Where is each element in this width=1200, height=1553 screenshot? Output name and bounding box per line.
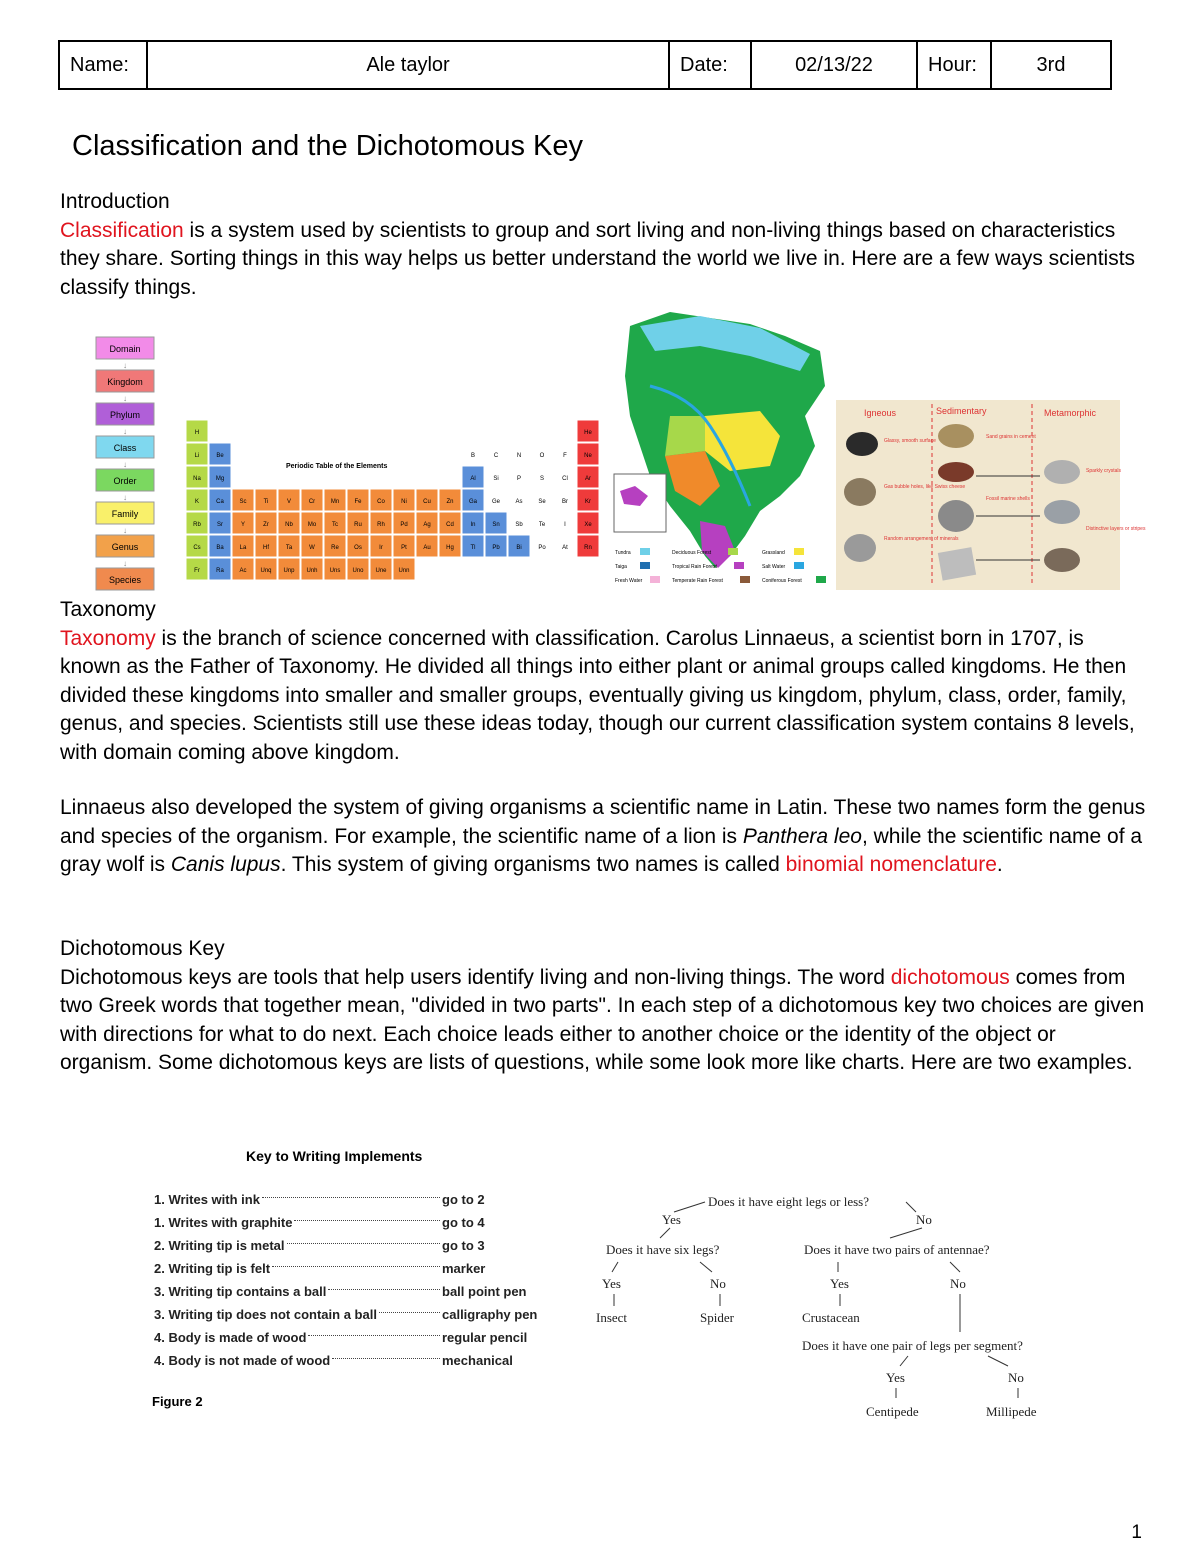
level-label-order: Order (113, 476, 137, 486)
dichotomous-heading: Dichotomous Key (60, 937, 225, 960)
legend-swatch-freshwater (650, 576, 660, 583)
rock-limestone (938, 500, 974, 532)
writing-key-row (154, 1303, 558, 1326)
igneous-caption-2: Gas bubble holes, like Swiss cheese (884, 484, 966, 490)
rock-slate (1044, 500, 1080, 524)
met-caption-1: Sparkly crystals (1086, 468, 1122, 474)
element-symbol: Y (240, 522, 246, 528)
level-arrow: ↓ (123, 493, 127, 502)
element-symbol: Rn (584, 545, 592, 551)
legend-rainforest: Tropical Rain Forest (672, 564, 717, 570)
element-symbol: He (584, 430, 592, 436)
element-symbol: Ga (468, 499, 478, 505)
element-symbol: Re (331, 545, 339, 551)
q2-yes: Yes (602, 1276, 621, 1291)
taxonomy-heading: Taxonomy (60, 598, 156, 621)
dichotomous-paragraph (60, 964, 1150, 1078)
element-symbol: Ti (263, 499, 269, 505)
rock-types-image (836, 400, 1146, 590)
element-symbol: V (286, 499, 292, 505)
element-symbol: Unn (398, 568, 410, 574)
sed-caption-1: Sand grains in cement (986, 434, 1036, 440)
element-symbol: Fe (354, 499, 362, 505)
q4-no-line (988, 1356, 1008, 1366)
binomial-text-1: Linnaeus also developed the system of giving organisms a scientific name in Latin. These two names form the genus and species of the organism. For example, the scientific name of a lion is (60, 796, 1146, 848)
writing-key-result: go to 4 (442, 1215, 485, 1230)
element-symbol: I (564, 522, 566, 528)
dichotomous-text-1: Dichotomous keys are tools that help users identify living and non-living things. The word (60, 965, 891, 989)
taxonomy-section (60, 596, 1150, 767)
level-label-domain: Domain (109, 344, 141, 354)
element-symbol: Mn (330, 499, 340, 505)
legend-freshwater: Fresh Water (615, 578, 643, 584)
crustacean-result: Crustacean (802, 1310, 860, 1325)
element-symbol: Uns (329, 568, 341, 574)
element-symbol: Cs (193, 545, 201, 551)
element-symbol: Al (470, 476, 476, 482)
q1-no-line (906, 1202, 916, 1212)
element-symbol: In (470, 522, 476, 528)
element-symbol: La (239, 545, 247, 551)
element-symbol: Pt (401, 545, 407, 551)
element-symbol: Zr (263, 522, 269, 528)
writing-key-step: 1. Writes with graphite (154, 1215, 293, 1230)
hour-value: 3rd (991, 41, 1111, 89)
element-symbol: O (539, 453, 545, 459)
element-symbol: Os (354, 545, 362, 551)
writing-key-step: 3. Writing tip does not contain a ball (154, 1307, 377, 1322)
legend-swatch-rainforest (734, 562, 744, 569)
periodic-table-image (186, 420, 602, 585)
millipede-result: Millipede (986, 1404, 1037, 1419)
element-symbol: Sr (217, 522, 223, 528)
legend-swatch-temperate (740, 576, 750, 583)
biome-map-image (610, 306, 830, 592)
q4-text: Does it have one pair of legs per segment? (802, 1338, 1023, 1353)
level-arrow: ↓ (123, 394, 127, 403)
writing-key-dots (328, 1289, 440, 1290)
writing-key-row (154, 1234, 558, 1257)
writing-key-step: 1. Writes with ink (154, 1192, 260, 1207)
taxonomy-term: Taxonomy (60, 626, 156, 650)
legend-saltwater: Salt Water (762, 564, 786, 570)
writing-key-result: ball point pen (442, 1284, 527, 1299)
rock-gneiss (1044, 548, 1080, 572)
hour-label: Hour: (917, 41, 991, 89)
element-symbol: Mo (307, 522, 317, 528)
binomial-text-3: . This system of giving organisms two names is called (280, 853, 786, 876)
legend-grassland: Grassland (762, 550, 785, 556)
element-symbol: S (539, 476, 545, 482)
element-symbol: Sc (239, 499, 247, 505)
element-symbol: Pb (492, 545, 500, 551)
writing-key-dots (287, 1243, 440, 1244)
writing-key-image (150, 1142, 560, 1422)
element-symbol: H (194, 430, 200, 436)
writing-key-dots (262, 1197, 440, 1198)
binomial-paragraph (60, 794, 1150, 880)
q3-no: No (950, 1276, 966, 1291)
element-symbol: Te (538, 522, 546, 528)
legend-swatch-deciduous (728, 548, 738, 555)
element-symbol: Unh (306, 568, 318, 574)
q3-yes: Yes (830, 1276, 849, 1291)
level-arrow: ↓ (123, 427, 127, 436)
element-symbol: Uno (352, 568, 364, 574)
writing-key-row (154, 1326, 558, 1349)
rock-marble (1044, 460, 1080, 484)
writing-key-list (154, 1188, 558, 1372)
q1-no-arrow (890, 1228, 922, 1238)
igneous-caption-3: Random arrangement of minerals (884, 536, 959, 542)
writing-key-dots (294, 1220, 440, 1221)
legend-taiga: Taiga (615, 564, 627, 570)
q1-text: Does it have eight legs or less? (708, 1194, 870, 1209)
legend-temperate: Temperate Rain Forest (672, 578, 723, 584)
element-symbol: Xe (584, 522, 592, 528)
legend-coniferous: Coniferous Forest (762, 578, 802, 584)
writing-key-dots (308, 1335, 440, 1336)
element-symbol: Au (423, 545, 431, 551)
name-value: Ale taylor (147, 41, 669, 89)
q1-yes: Yes (662, 1212, 681, 1227)
level-label-genus: Genus (111, 542, 139, 552)
element-symbol: At (562, 545, 568, 551)
element-symbol: Une (375, 568, 387, 574)
level-arrow: ↓ (123, 559, 127, 568)
element-symbol: Hf (263, 545, 269, 551)
element-symbol: Pd (400, 522, 408, 528)
rock-shale (938, 462, 974, 482)
intro-section (60, 188, 1150, 302)
page-title: Classification and the Dichotomous Key (72, 130, 583, 162)
element-symbol: Sb (515, 522, 523, 528)
element-symbol: Li (194, 453, 200, 459)
sedimentary-label: Sedimentary (936, 406, 987, 416)
writing-key-result: go to 3 (442, 1238, 485, 1253)
igneous-label: Igneous (864, 408, 897, 418)
figure-label: Figure 2 (152, 1394, 203, 1409)
writing-key-row (154, 1349, 558, 1372)
element-symbol: Br (562, 499, 568, 505)
element-symbol: Ag (423, 522, 431, 528)
name-label: Name: (59, 41, 147, 89)
insect-result: Insect (596, 1310, 628, 1325)
binomial-text-2: , while the scientific name of a gray wolf is (60, 824, 1143, 876)
element-symbol: K (194, 499, 200, 505)
element-symbol: Se (538, 499, 546, 505)
taxonomy-levels-image (92, 333, 160, 591)
map-deciduous (665, 416, 705, 456)
arthropod-key-svg (590, 1182, 1060, 1422)
q2-text: Does it have six legs? (606, 1242, 720, 1257)
igneous-caption-1: Glassy, smooth surface (884, 438, 936, 444)
element-symbol: N (516, 453, 522, 459)
element-symbol: Mg (215, 476, 225, 482)
writing-key-step: 2. Writing tip is metal (154, 1238, 285, 1253)
q4-yes-line (900, 1356, 908, 1366)
level-label-kingdom: Kingdom (107, 377, 143, 387)
level-arrow: ↓ (123, 526, 127, 535)
metamorphic-label: Metamorphic (1044, 408, 1097, 418)
element-symbol: Unp (283, 568, 295, 574)
rock-pumice (844, 478, 876, 506)
element-symbol: P (516, 476, 522, 482)
element-symbol: Cd (446, 522, 454, 528)
spider-result: Spider (700, 1310, 734, 1325)
writing-key-row (154, 1188, 558, 1211)
element-symbol: As (515, 499, 523, 505)
taxonomy-paragraph (60, 625, 1150, 768)
rock-obsidian (846, 432, 878, 456)
date-label: Date: (669, 41, 751, 89)
element-symbol: Si (493, 476, 499, 482)
writing-key-row (154, 1280, 558, 1303)
writing-key-step: 4. Body is made of wood (154, 1330, 307, 1345)
element-symbol: Ir (379, 545, 383, 551)
element-symbol: Ge (491, 499, 501, 505)
rock-types-svg (836, 400, 1146, 590)
page-number: 1 (1131, 1522, 1142, 1543)
writing-key-step: 2. Writing tip is felt (154, 1261, 271, 1276)
q1-yes-arrow (660, 1228, 670, 1238)
element-symbol: Unq (260, 568, 272, 574)
writing-key-result: mechanical (442, 1353, 513, 1368)
biome-map-svg (610, 306, 830, 592)
q4-no: No (1008, 1370, 1024, 1385)
element-symbol: F (563, 453, 567, 459)
element-symbol: Sn (492, 522, 500, 528)
writing-key-result: marker (442, 1261, 486, 1276)
periodic-title: Periodic Table of the Elements (286, 463, 388, 470)
element-symbol: Nb (285, 522, 293, 528)
legend-swatch-tundra (640, 548, 650, 555)
element-symbol: Ne (584, 453, 592, 459)
level-label-species: Species (108, 575, 142, 585)
element-symbol: Cl (562, 476, 568, 482)
q4-yes: Yes (886, 1370, 905, 1385)
element-symbol: Na (193, 476, 201, 482)
element-symbol: Ni (401, 499, 407, 505)
legend-swatch-saltwater (794, 562, 804, 569)
wolf-name: Canis lupus (170, 853, 281, 876)
classification-term: Classification (60, 218, 184, 242)
element-symbol: Rb (193, 522, 201, 528)
element-symbol: Co (377, 499, 385, 505)
element-symbol: Ac (239, 568, 247, 574)
centipede-result: Centipede (866, 1404, 919, 1419)
legend-tundra: Tundra (615, 550, 631, 556)
taxonomy-text: is the branch of science concerned with classification. Carolus Linnaeus, a scientist born in 1707, is known as the Father of Taxonomy. He divided all things into either plant or animal groups called kingdoms. He then divided these kingdoms into smaller and smaller groups, eventually giving us kingdom, phylum, class, order, family, genus, and species. Scientists still use these ideas today, though our current classification system contains 8 levels, with domain coming above kingdom. (60, 626, 1135, 764)
element-symbol: Ta (285, 545, 293, 551)
level-label-phylum: Phylum (109, 410, 141, 420)
legend-swatch-coniferous (816, 576, 826, 583)
dichotomous-term: dichotomous (890, 965, 1010, 989)
intro-heading: Introduction (60, 190, 170, 213)
writing-key-result: go to 2 (442, 1192, 485, 1207)
element-symbol: B (470, 453, 476, 459)
level-arrow: ↓ (123, 460, 127, 469)
level-label-class: Class (113, 443, 137, 453)
binomial-text-4: . (996, 853, 1003, 876)
element-symbol: Kr (585, 499, 591, 505)
dichotomous-section (60, 935, 1150, 1078)
binomial-term: binomial nomenclature (785, 853, 997, 876)
q3-no-line (950, 1262, 960, 1272)
intro-text: is a system used by scientists to group and sort living and non-living things based on characteristics they share. Sorting things in this way helps us better understand the world we live in. Here are a few ways scientists classify things. (60, 218, 1136, 299)
element-symbol: Ru (354, 522, 362, 528)
q2-no: No (710, 1276, 726, 1291)
rock-coal (938, 547, 976, 580)
writing-key-dots (332, 1358, 440, 1359)
taxonomy-levels-svg (92, 333, 160, 591)
writing-key-result: calligraphy pen (442, 1307, 538, 1322)
q1-no: No (916, 1212, 932, 1227)
q2-no-line (700, 1262, 712, 1272)
element-symbol: Bi (516, 545, 522, 551)
element-symbol: Ba (216, 545, 224, 551)
element-symbol: Ca (216, 499, 224, 505)
binomial-section (60, 794, 1150, 880)
writing-key-dots (272, 1266, 440, 1267)
arthropod-key-image (590, 1182, 1060, 1422)
legend-swatch-grassland (794, 548, 804, 555)
element-symbol: Po (538, 545, 546, 551)
intro-paragraph (60, 217, 1150, 303)
writing-key-row (154, 1257, 558, 1280)
writing-key-title: Key to Writing Implements (246, 1148, 423, 1164)
writing-key-step: 4. Body is not made of wood (154, 1353, 331, 1368)
legend-deciduous: Deciduous Forest (672, 550, 712, 556)
header-table (58, 40, 1112, 90)
dichotomous-text-2: comes from two Greek words that together mean, "divided in two parts". In each step of a dichotomous key two choices are given with directions for what to do next. Each choice leads either to another choice or the identity of the object or organism. Some dichotomous keys are lists of questions, while some look more like charts. Here are two examples. (60, 965, 1145, 1074)
element-symbol: Tl (470, 545, 476, 551)
element-symbol: Zn (446, 499, 454, 505)
date-value: 02/13/22 (751, 41, 917, 89)
writing-key-dots (379, 1312, 440, 1313)
element-symbol: Tc (332, 522, 338, 528)
rock-granite (844, 534, 876, 562)
level-arrow: ↓ (123, 361, 127, 370)
element-symbol: Hg (446, 545, 454, 551)
lion-name: Panthera leo (742, 824, 862, 848)
rock-sandstone (938, 424, 974, 448)
q2-yes-line (612, 1262, 618, 1272)
element-symbol: Ra (216, 568, 224, 574)
level-label-family: Family (111, 509, 139, 519)
writing-key-result: regular pencil (442, 1330, 528, 1345)
sed-caption-2: Fossil marine shells (986, 496, 1030, 502)
writing-key-step: 3. Writing tip contains a ball (154, 1284, 327, 1299)
q1-yes-line (674, 1202, 705, 1212)
element-symbol: Cr (308, 499, 316, 505)
legend-swatch-taiga (640, 562, 650, 569)
element-symbol: Cu (423, 499, 431, 505)
element-symbol: Rh (377, 522, 385, 528)
element-symbol: Ar (585, 476, 591, 482)
element-symbol: Fr (194, 568, 200, 574)
q3-text: Does it have two pairs of antennae? (804, 1242, 990, 1257)
element-symbol: C (493, 453, 499, 459)
element-symbol: W (309, 545, 315, 551)
element-symbol: Be (216, 453, 224, 459)
met-caption-2: Distinctive layers or stripes (1086, 526, 1146, 532)
writing-key-row (154, 1211, 558, 1234)
periodic-table-svg (186, 420, 602, 585)
